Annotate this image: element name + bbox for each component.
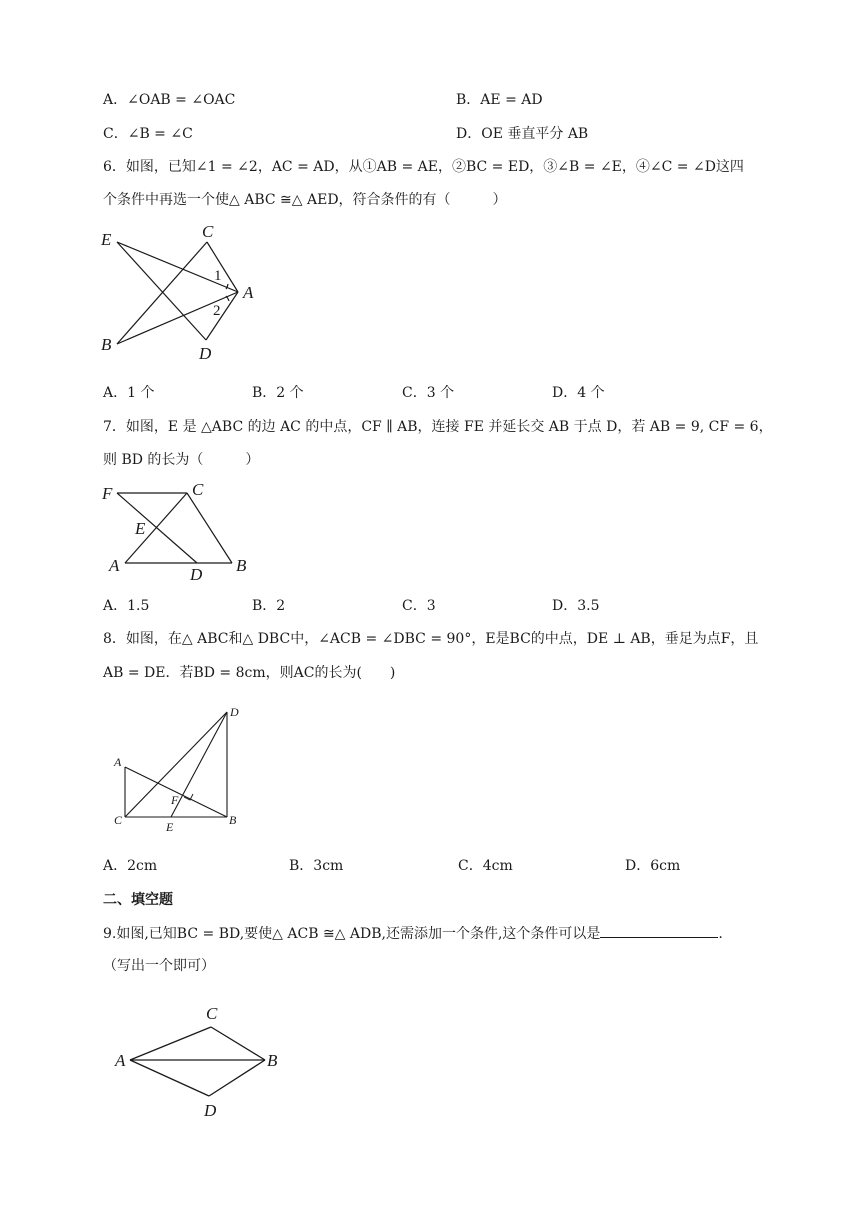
q6-label-d: D <box>199 344 212 363</box>
q6-option-b: B．2 个 <box>252 385 304 401</box>
q7-figure <box>95 476 265 586</box>
q9-stem-line1 <box>103 923 723 944</box>
q8-label-e: E <box>166 820 174 834</box>
q9-label-a: A <box>115 1051 126 1070</box>
q6-option-a: A．1 个 <box>103 385 155 401</box>
q8-option-b: B．3cm <box>289 858 344 874</box>
q6-label-e: E <box>101 230 112 249</box>
q7-option-c: C．3 <box>402 598 436 614</box>
q9-segment-ad <box>130 1060 209 1096</box>
q7-label-f: F <box>102 484 113 503</box>
q6-stem-line1: 6．如图，已知∠1 = ∠2，AC = AD，从①AB = AE，②BC = ED，③∠B = ∠E，④∠C = ∠D这四 <box>103 159 744 175</box>
q9-segment-db <box>209 1060 265 1096</box>
q7-option-a: A．1.5 <box>103 598 150 614</box>
q8-figure <box>105 700 255 836</box>
q8-stem-line1: 8．如图，在△ ABC和△ DBC中，∠ACB = ∠DBC = 90°，E是BC的中点，DE ⊥ AB，垂足为点F，且 <box>103 631 759 647</box>
q9-segment-ac <box>130 1027 211 1060</box>
q5-option-a: A．∠OAB = ∠OAC <box>103 92 236 108</box>
q9-label-b: B <box>267 1051 278 1070</box>
q9-figure <box>110 1000 290 1125</box>
q7-stem-line2: 则 BD 的长为（ ） <box>103 452 260 468</box>
q9-segment-cb <box>211 1027 265 1060</box>
q5-option-b: B．AE = AD <box>456 92 543 108</box>
q9-stem-line2: （写出一个即可） <box>103 958 215 974</box>
q9-answer-blank[interactable] <box>600 923 718 938</box>
q8-option-c: C．4cm <box>458 858 513 874</box>
q6-option-c: C．3 个 <box>402 385 455 401</box>
q6-segment-ca <box>207 242 238 292</box>
q8-label-d: D <box>230 705 239 719</box>
q9-label-d: D <box>204 1101 217 1120</box>
q9-stem-text: 9.如图,已知BC = BD,要使△ ACB ≅△ ADB,还需添加一个条件,这个条件可以是 <box>103 926 601 942</box>
q7-segment-fd <box>117 493 197 563</box>
q8-option-d: D．6cm <box>625 858 681 874</box>
q7-label-a: A <box>109 556 120 575</box>
q8-label-b: B <box>229 813 237 827</box>
q6-segment-ea <box>117 242 238 292</box>
q8-option-a: A．2cm <box>103 858 158 874</box>
q8-segment-ed <box>171 712 227 817</box>
q6-option-d: D．4 个 <box>552 385 605 401</box>
q8-label-a: A <box>114 755 122 769</box>
q6-figure <box>95 218 275 368</box>
q7-label-b: B <box>236 556 247 575</box>
q9-label-c: C <box>206 1004 218 1023</box>
q8-stem-line2: AB = DE．若BD = 8cm，则AC的长为( ) <box>103 665 396 681</box>
q8-segment-ab <box>125 767 227 817</box>
q7-option-d: D．3.5 <box>552 598 600 614</box>
q6-label-a: A <box>243 283 254 302</box>
q7-label-e: E <box>135 519 146 538</box>
q7-label-c: C <box>192 480 204 499</box>
q8-label-f: F <box>171 793 179 807</box>
q6-label-angle-2: 2 <box>213 303 221 319</box>
q6-label-b: B <box>101 335 112 354</box>
q8-label-c: C <box>114 813 123 827</box>
section-heading-fill-in: 二、填空题 <box>103 892 173 908</box>
q7-segment-cb <box>187 493 232 563</box>
q7-stem-line1: 7．如图，E 是 △ABC 的边 AC 的中点，CF ∥ AB，连接 FE 并延长交 AB 于点 D，若 AB = 9, CF = 6， <box>103 419 773 435</box>
q5-option-c: C．∠B = ∠C <box>103 126 193 142</box>
q9-stem-period: . <box>718 926 723 942</box>
q7-option-b: B．2 <box>252 598 286 614</box>
q6-stem-line2: 个条件中再选一个使△ ABC ≅△ AED，符合条件的有（ ） <box>103 192 507 208</box>
q6-label-angle-1: 1 <box>214 268 222 284</box>
q6-label-c: C <box>202 222 214 241</box>
q5-option-d: D．OE 垂直平分 AB <box>456 126 589 142</box>
q7-label-d: D <box>190 565 203 584</box>
